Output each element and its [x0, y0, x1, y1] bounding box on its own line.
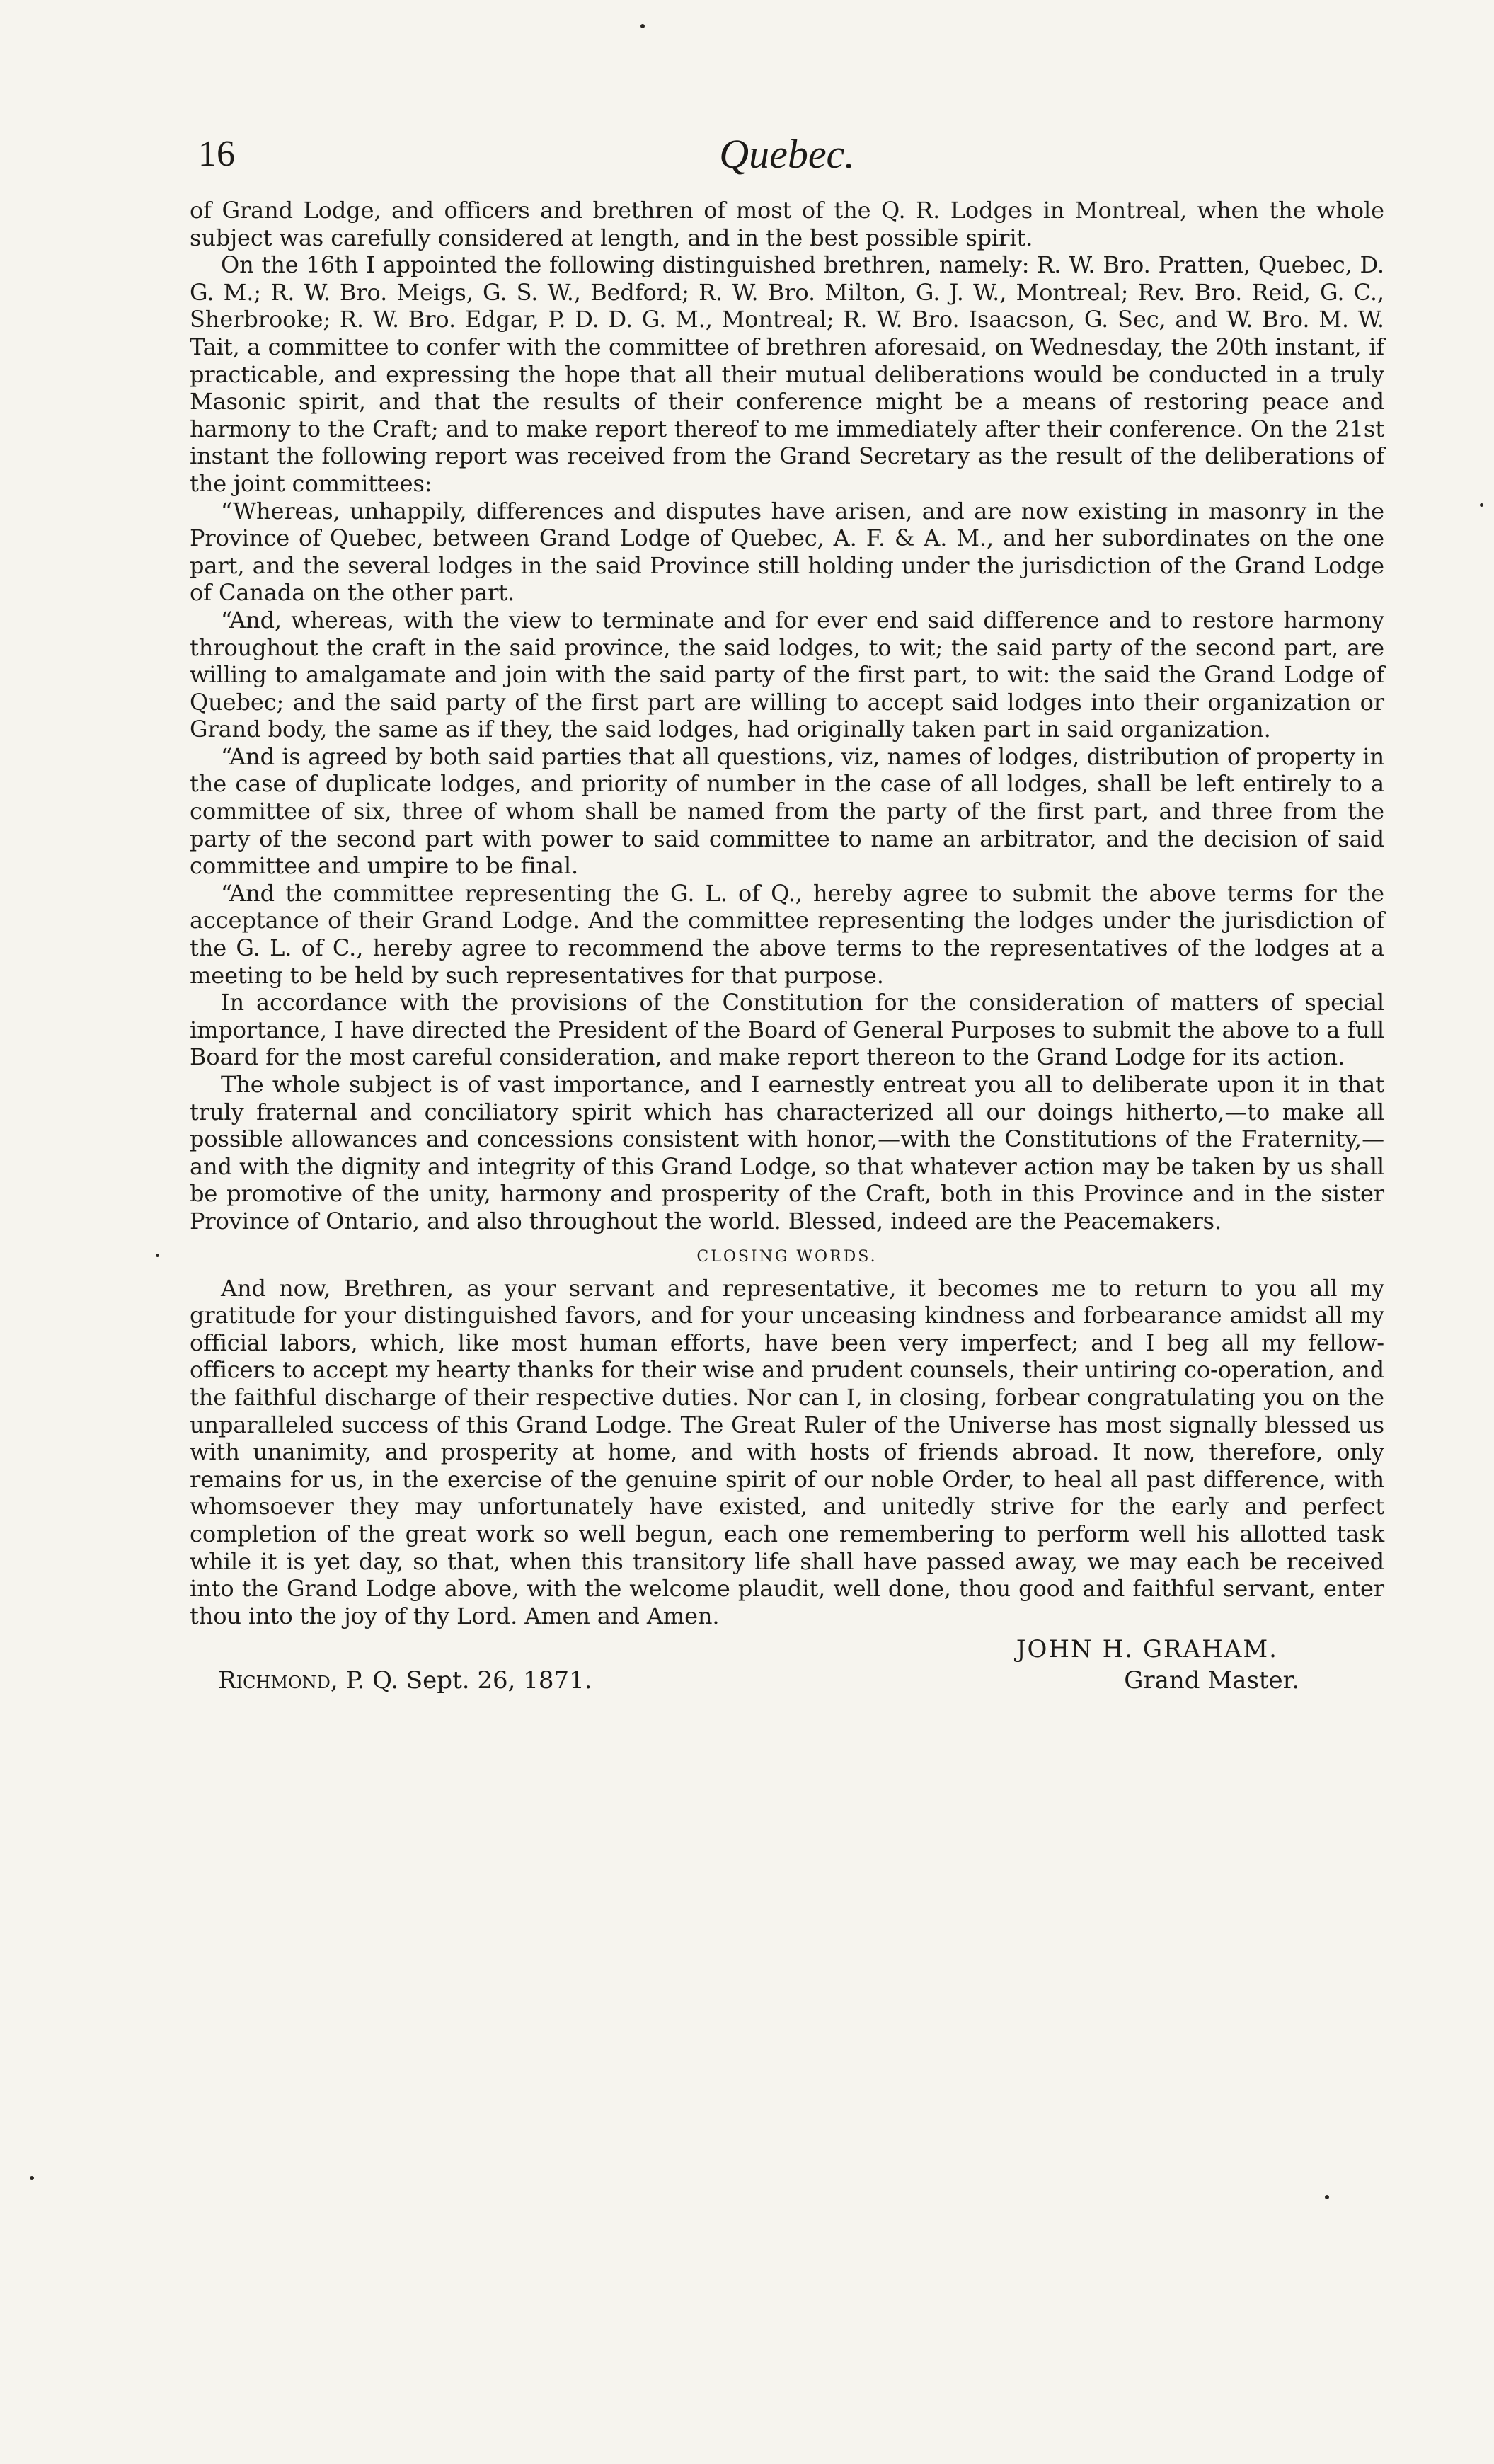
paragraph: On the 16th I appointed the following distinguished brethren, namely: R. W. Bro. Pratten, Quebec, D. G. M.; R. W. Bro. Meigs, G. S. W., Bedford; R. W. Bro. Milton, G. J. W., Montreal; Rev. Bro. Reid, G. C., Sherbrooke; R. W. Bro. Edgar, P. D. D. G. M., Montreal; R. W. Bro. Isaacson, G. Sec, and W. Bro. M. W. Tait, a committee to confer with the committee of brethren aforesaid, on Wednesday, the 20th instant, if practicable, and expressing the hope that all their mutual deliberations would be conducted in a truly Masonic spirit, and that the results of their conference might be a means of restoring peace and harmony to the Craft; and to make report thereof to me immediately after their conference. On the 21st instant the following report was received from the Grand Secretary as the result of the deliberations of the joint committees:: [190, 251, 1384, 497]
signatory-title: Grand Master.: [1124, 1666, 1299, 1695]
paragraph: “And the committee representing the G. L. of Q., hereby agree to submit the above terms for the acceptance of their Grand Lodge. And the committee representing the lodges under the jurisdiction of the G. L. of C., hereby agree to recommend the above terms to the representatives of the lodges at a meeting to be held by such representatives for that purpose.: [190, 879, 1384, 989]
running-title: Quebec.: [719, 131, 855, 177]
paragraph: “And is agreed by both said parties that all questions, viz, names of lodges, distribution of property in the case of duplicate lodges, and priority of number in the case of all lodges, shall be left entirely to a committee of six, three of whom shall be named from the party of the first part, and three from the party of the second part with power to said committee to name an arbitrator, and the decision of said committee and umpire to be final.: [190, 743, 1384, 880]
scan-speck: [1480, 503, 1483, 507]
paragraph: “And, whereas, with the view to terminate and for ever end said difference and to restore harmony throughout the craft in the said province, the said lodges, to wit; the said party of the second part, are willing to amalgamate and join with the said party of the first part, to wit: the said the Grand Lodge of Quebec; and the said party of the first part are willing to accept said lodges into their organization or Grand body, the same as if they, the said lodges, had originally taken part in said organization.: [190, 606, 1384, 743]
paragraph: of Grand Lodge, and officers and brethren of most of the Q. R. Lodges in Montreal, when the whole subject was carefully considered at length, and in the best possible spirit.: [190, 197, 1384, 251]
closing-paragraph: And now, Brethren, as your servant and representative, it becomes me to return to you all my gratitude for your distinguished favors, and for your unceasing kindness and forbearance amidst all my official labors, which, like most human efforts, have been very imperfect; and I beg all my fellow-officers to accept my hearty thanks for their wise and prudent counsels, their untiring co-operation, and the faithful discharge of their respective duties. Nor can I, in closing, forbear congratulating you on the unparalleled success of this Grand Lodge. The Great Ruler of the Universe has most signally blessed us with unanimity, and prosperity at home, and with hosts of friends abroad. It now, therefore, only remains for us, in the exercise of the genuine spirit of our noble Order, to heal all past difference, with whomsoever they may unfortunately have existed, and unitedly strive for the early and perfect completion of the great work so well begun, each one remembering to perform well his allotted task while it is yet day, so that, when this transitory life shall have passed away, we may each be received into the Grand Lodge above, with the welcome plaudit, well done, thou good and faithful servant, enter thou into the joy of thy Lord. Amen and Amen.: [190, 1274, 1384, 1629]
section-heading: CLOSING WORDS.: [696, 1247, 878, 1266]
paragraph: “Whereas, unhappily, differences and disputes have arisen, and are now existing in masonry in the Province of Quebec, between Grand Lodge of Quebec, A. F. & A. M., and her subordinates on the one part, and the several lodges in the said Province still holding under the jurisdiction of the Grand Lodge of Canada on the other part.: [190, 497, 1384, 607]
scan-speck: [30, 2176, 34, 2180]
paragraph: The whole subject is of vast importance, and I earnestly entreat you all to deliberate upon it in that truly fraternal and conciliatory spirit which has characterized all our doings hitherto,—to make all possible allowances and concessions consistent with honor,—with the Constitutions of the Fraternity,—and with the dignity and integrity of this Grand Lodge, so that whatever action may be taken by us shall be promotive of the unity, harmony and prosperity of the Craft, both in this Province and in the sister Province of Ontario, and also throughout the world. Blessed, indeed are the Peacemakers.: [190, 1071, 1384, 1234]
scan-speck: [156, 1254, 159, 1257]
body-text: [190, 197, 1384, 1629]
scan-speck: [1325, 2195, 1329, 2199]
paragraph: In accordance with the provisions of the Constitution for the consideration of matters of special importance, I have directed the President of the Board of General Purposes to submit the above to a full Board for the most careful consideration, and make report thereon to the Grand Lodge for its action.: [190, 989, 1384, 1071]
signature-block: [190, 1635, 1384, 1720]
document-page: [190, 126, 1384, 1720]
page-number: 16: [198, 134, 235, 174]
page-header: [190, 126, 1384, 197]
signatory-name: JOHN H. GRAHAM.: [1016, 1635, 1278, 1664]
place-date: [218, 1666, 592, 1695]
scan-speck: [640, 24, 645, 28]
date-line: P. Q. Sept. 26, 1871.: [338, 1666, 592, 1695]
place-name: Richmond,: [218, 1666, 338, 1695]
